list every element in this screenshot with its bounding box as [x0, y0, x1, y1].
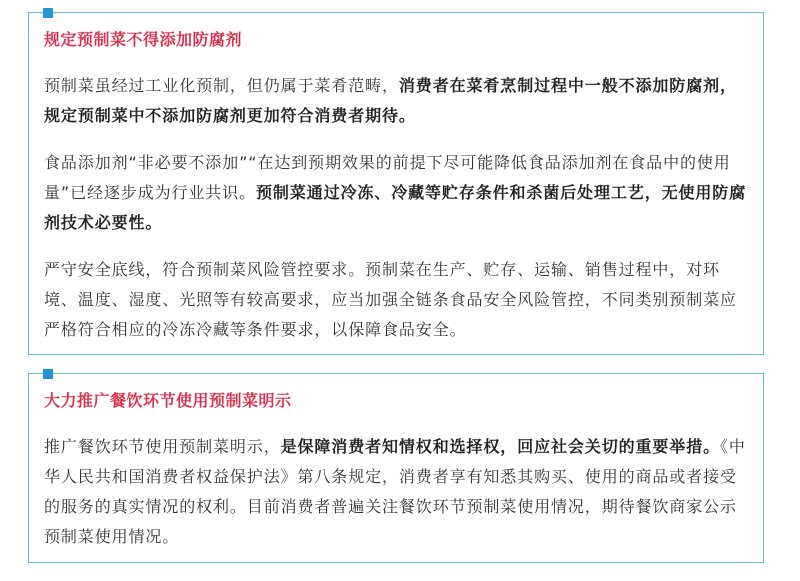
section-title: 规定预制菜不得添加防腐剂 — [44, 30, 243, 49]
section-marker-square — [43, 369, 53, 379]
paragraph-text: 食品添加剂“非必要不添加”“在达到预期效果的前提下尽可能降低食品添加剂在食品中的使用量”已经逐步成为行业共识。 — [44, 153, 731, 202]
paragraph-text: 推广餐饮环节使用预制菜明示， — [44, 437, 281, 456]
section-marker-square — [43, 8, 53, 18]
paragraph — [44, 148, 752, 238]
paragraph-emphasis: 是保障消费者知情权和选择权，回应社会关切的重要举措。 — [280, 437, 721, 456]
paragraph-text: 预制菜虽经过工业化预制，但仍属于菜肴范畴， — [44, 76, 399, 95]
section-card-preservatives — [28, 12, 764, 355]
paragraph-emphasis: 预制菜通过冷冻、冷藏等贮存条件和杀菌后处理工艺，无使用防腐剂技术必要性。 — [44, 183, 747, 232]
paragraph-emphasis: 消费者在菜肴烹制过程中一般不添加防腐剂，规定预制菜中不添加防腐剂更加符合消费者期待。 — [44, 76, 737, 125]
paragraph — [44, 432, 752, 552]
section-title: 大力推广餐饮环节使用预制菜明示 — [44, 391, 292, 410]
paragraph-text: 严守安全底线，符合预制菜风险管控要求。预制菜在生产、贮存、运输、销售过程中，对环境、温度、湿度、光照等有较高要求，应当加强全链条食品安全风险管控，不同类别预制菜应严格符合相应的冷冻冷藏等条件要求，以保障食品安全。 — [44, 260, 737, 339]
paragraph-text: 《中华人民共和国消费者权益保护法》第八条规定，消费者享有知悉其购买、使用的商品或者接受的服务的真实情况的权利。目前消费者普遍关注餐饮环节预制菜使用情况，期待餐饮商家公示预制菜使用情况。 — [44, 437, 746, 546]
paragraph — [44, 255, 752, 345]
section-card-disclosure — [28, 373, 764, 563]
paragraph — [44, 71, 752, 131]
